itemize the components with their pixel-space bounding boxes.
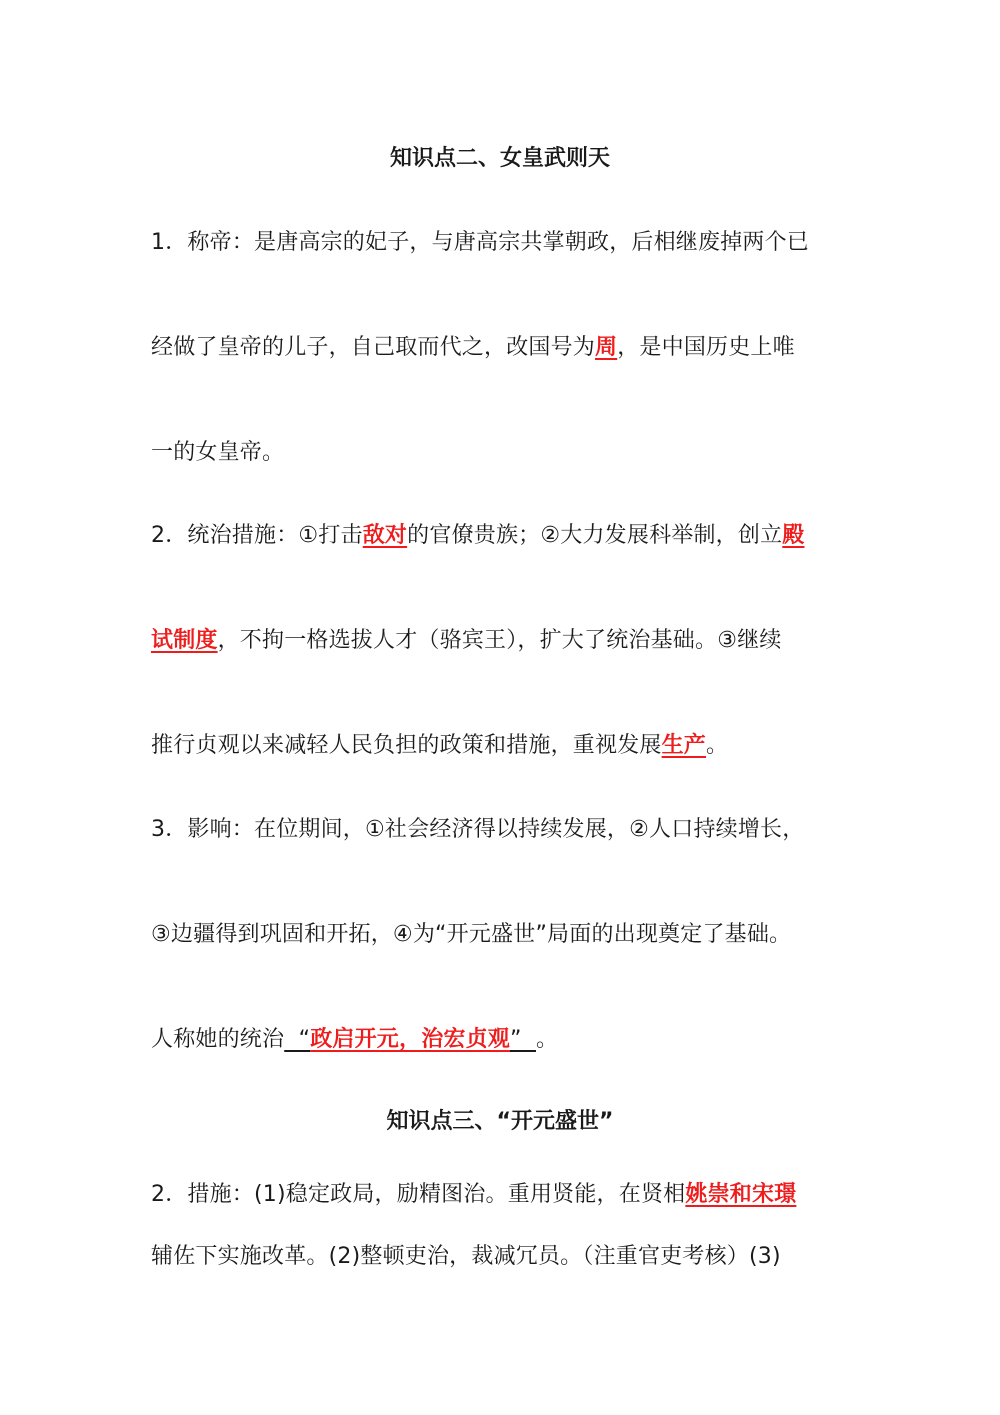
answer-hostile: 敌对 bbox=[362, 523, 408, 548]
text-segment: ，不拘一格选拔人才（骆宾王），扩大了统治基础。③继续 bbox=[217, 628, 782, 653]
answer-chancellors: 姚崇和宋璟 bbox=[685, 1182, 797, 1207]
paragraph-4-line-1 bbox=[151, 1180, 796, 1210]
paragraph-3-line-2: ③边疆得到巩固和开拓，④为“开元盛世”局面的出现奠定了基础。 bbox=[151, 922, 792, 947]
answer-production: 生产 bbox=[661, 733, 707, 758]
text-segment: 2．措施：(1)稳定政局，励精图治。重用贤能，在贤相 bbox=[151, 1182, 686, 1207]
paragraph-4-line-2: 辅佐下实施改革。(2)整顿吏治，裁减冗员。（注重官吏考核）(3) bbox=[151, 1244, 781, 1269]
section-title-kaiyuan: 知识点三、“开元盛世” bbox=[386, 1109, 614, 1134]
text-segment: 。 bbox=[706, 733, 729, 758]
blank-close-quote: ” bbox=[510, 1027, 536, 1052]
text-segment: 的官僚贵族；②大力发展科举制，创立 bbox=[407, 523, 783, 548]
paragraph-3-line-1: 3．影响：在位期间，①社会经济得以持续发展，②人口持续增长， bbox=[151, 817, 805, 842]
text-segment: 人称她的统治 bbox=[151, 1027, 285, 1052]
answer-zhou: 周 bbox=[595, 335, 618, 360]
paragraph-1-line-2 bbox=[151, 333, 795, 363]
paragraph-2-line-1 bbox=[151, 521, 804, 551]
text-segment: 推行贞观以来减轻人民负担的政策和措施，重视发展 bbox=[151, 733, 662, 758]
paragraph-3-line-3 bbox=[151, 1025, 558, 1055]
section-title-empress-wu: 知识点二、女皇武则天 bbox=[389, 146, 610, 171]
text-segment: ，是中国历史上唯 bbox=[617, 335, 795, 360]
paragraph-2-line-2 bbox=[151, 626, 782, 656]
text-segment: 经做了皇帝的儿子，自己取而代之，改国号为 bbox=[151, 335, 596, 360]
text-segment: 2．统治措施：①打击 bbox=[151, 523, 363, 548]
answer-palace-exam-part1: 殿 bbox=[782, 523, 805, 548]
paragraph-1-line-3: 一的女皇帝。 bbox=[151, 440, 285, 465]
answer-reign-praise: 政启开元，治宏贞观 bbox=[310, 1027, 510, 1052]
paragraph-2-line-3 bbox=[151, 731, 728, 761]
paragraph-1-line-1: 1．称帝：是唐高宗的妃子，与唐高宗共掌朝政，后相继废掉两个已 bbox=[151, 230, 809, 255]
answer-palace-exam-part2: 试制度 bbox=[151, 628, 218, 653]
text-segment: 。 bbox=[535, 1027, 559, 1052]
blank-open-quote: “ bbox=[284, 1027, 311, 1052]
